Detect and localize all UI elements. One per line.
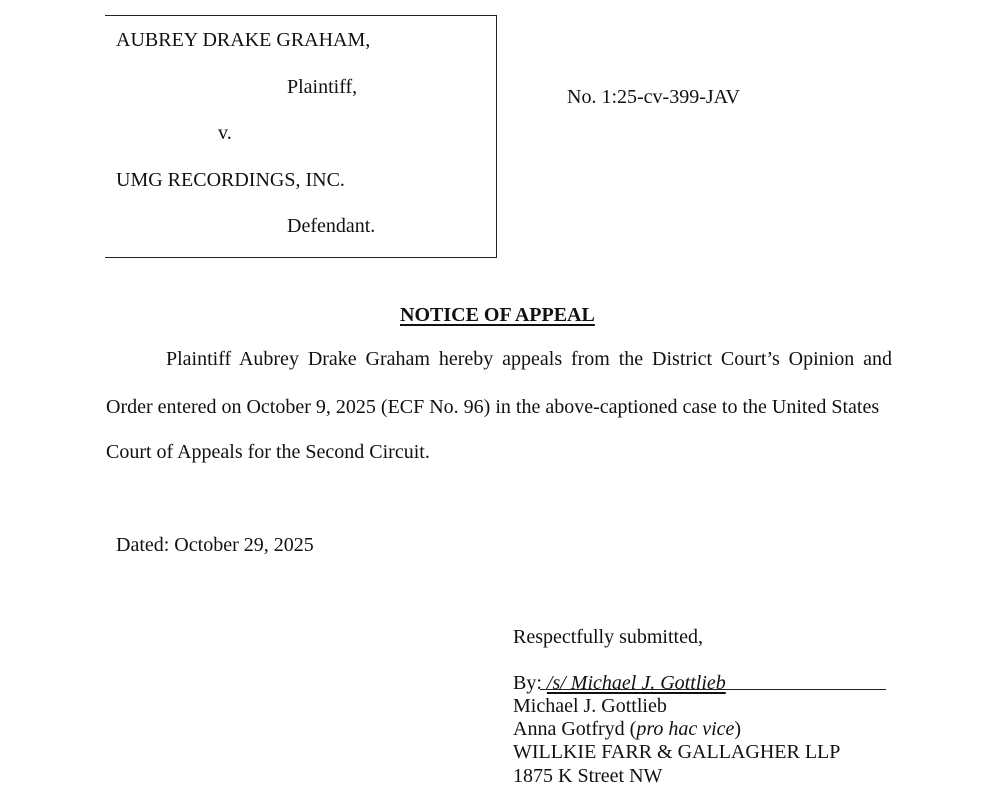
body-line-2: Order entered on October 9, 2025 (ECF No. 96) in the above-captioned case to the United States xyxy=(106,396,880,418)
signature-line xyxy=(513,673,726,693)
document-title: NOTICE OF APPEAL xyxy=(400,304,595,326)
body-line-3: Court of Appeals for the Second Circuit. xyxy=(106,441,430,463)
address-partial-clip xyxy=(513,765,663,787)
closing: Respectfully submitted, xyxy=(513,626,703,648)
signer-name: Michael J. Gottlieb xyxy=(513,695,667,717)
co-counsel-close: ) xyxy=(734,718,742,740)
signature-underline xyxy=(540,689,886,690)
versus: v. xyxy=(218,122,232,144)
by-label: By: xyxy=(513,672,542,694)
body-line-1: Plaintiff Aubrey Drake Graham hereby appeals from the District Court’s Opinion and xyxy=(166,348,892,370)
defendant-name: UMG RECORDINGS, INC. xyxy=(116,169,345,191)
plaintiff-name: AUBREY DRAKE GRAHAM, xyxy=(116,29,371,51)
defendant-label: Defendant. xyxy=(287,215,376,237)
address-partial: 1875 K Street NW xyxy=(513,765,663,787)
dated-line: Dated: October 29, 2025 xyxy=(116,534,314,556)
electronic-signature: /s/ Michael J. Gottlieb xyxy=(546,672,726,694)
firm-name: WILLKIE FARR & GALLAGHER LLP xyxy=(513,741,841,763)
co-counsel-name: Anna Gotfryd ( xyxy=(513,718,637,740)
pro-hac-vice: pro hac vice xyxy=(636,718,735,740)
co-counsel xyxy=(513,719,741,739)
case-number: No. 1:25-cv-399-JAV xyxy=(567,86,740,108)
plaintiff-label: Plaintiff, xyxy=(287,76,358,98)
